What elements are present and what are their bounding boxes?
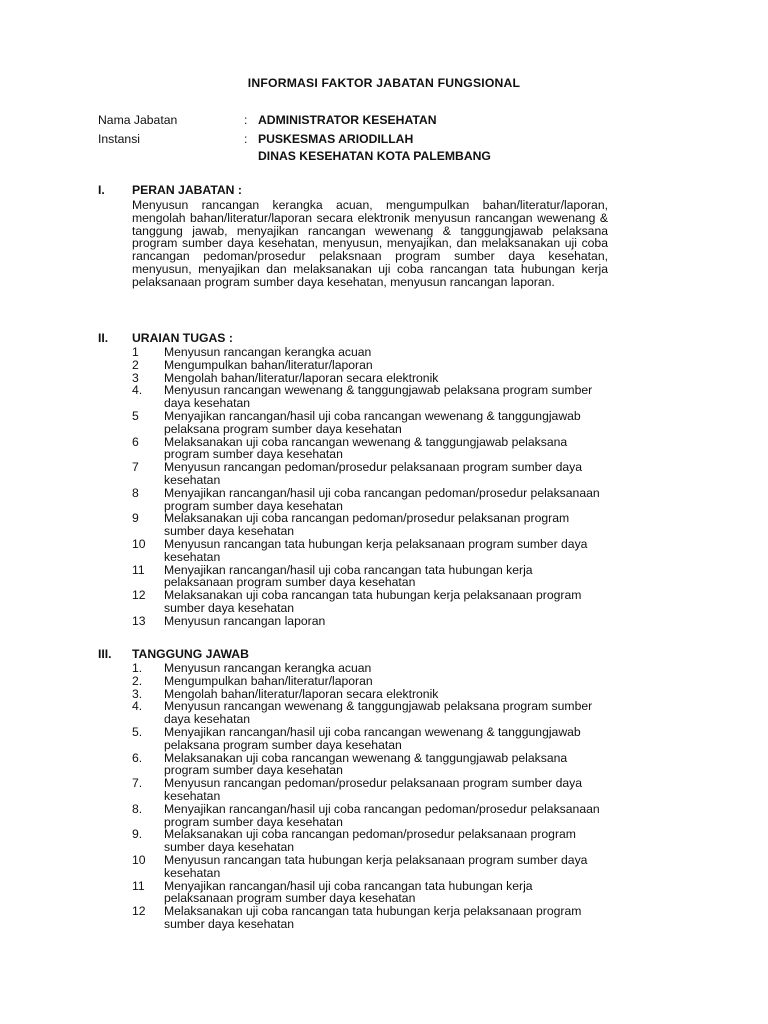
instansi-value-line-2: DINAS KESEHATAN KOTA PALEMBANG — [258, 148, 491, 163]
list-item — [98, 803, 610, 829]
list-item — [98, 675, 610, 688]
list-item-text: Mengumpulkan bahan/literatur/laporan — [164, 673, 373, 688]
list-item-text: Menyajikan rancangan/hasil uji coba rancangan wewenang & tanggungjawab pelaksana program sumber daya kesehatan — [164, 408, 581, 436]
list-item-number: 4. — [132, 699, 143, 714]
list-item — [98, 726, 610, 752]
colon-separator: : — [244, 113, 248, 127]
colon-separator: : — [244, 132, 248, 146]
list-item-number: 7 — [132, 460, 139, 475]
list-item-text: Melaksanakan uji coba rancangan wewenang & tanggungjawab pelaksana program sumber daya kesehatan — [164, 750, 568, 778]
list-item — [98, 461, 610, 487]
section-uraian-tugas — [98, 330, 610, 628]
list-item-text: Mengolah bahan/literatur/laporan secara elektronik — [164, 370, 439, 385]
list-item-number: 2. — [132, 673, 143, 688]
list-item-number: 7. — [132, 776, 143, 791]
list-item-text: Melaksanakan uji coba rancangan pedoman/prosedur pelaksanan program sumber daya kesehatan — [164, 511, 570, 539]
list-item-text: Menyajikan rancangan/hasil uji coba rancangan pedoman/prosedur pelaksanaan program sumber daya kesehatan — [164, 801, 600, 829]
list-item-number: 3 — [132, 370, 139, 385]
section-number: II. — [98, 331, 109, 345]
list-item-text: Menyajikan rancangan/hasil uji coba rancangan pedoman/prosedur pelaksanaan program sumber daya kesehatan — [164, 485, 600, 513]
list-item-number: 9. — [132, 827, 143, 842]
list-item-number: 12 — [132, 588, 146, 603]
list-item-number: 5. — [132, 724, 143, 739]
section-number: III. — [98, 647, 112, 661]
section-title: URAIAN TUGAS : — [132, 331, 233, 345]
list-item-text: Menyusun rancangan laporan — [164, 613, 326, 628]
list-item-text: Melaksanakan uji coba rancangan tata hubungan kerja pelaksanaan program sumber daya kesehatan — [164, 904, 582, 931]
list-item — [98, 436, 610, 462]
list-item-text: Melaksanakan uji coba rancangan pedoman/prosedur pelaksanaan program sumber daya kesehatan — [164, 827, 576, 855]
list-item-number: 11 — [132, 878, 145, 893]
list-item-text: Menyajikan rancangan/hasil uji coba rancangan wewenang & tanggungjawab pelaksana program sumber daya kesehatan — [164, 724, 581, 752]
list-item — [98, 538, 610, 564]
list-item-text: Menyusun rancangan kerangka acuan — [164, 661, 372, 675]
list-item — [98, 615, 610, 628]
list-item — [98, 512, 610, 538]
list-item-number: 9 — [132, 511, 139, 526]
list-item-text: Menyusun rancangan tata hubungan kerja pelaksanaan program sumber daya kesehatan — [164, 852, 588, 880]
list-item-text: Mengolah bahan/literatur/laporan secara elektronik — [164, 686, 439, 701]
list-item — [98, 589, 610, 615]
list-item — [98, 752, 610, 778]
list-item — [98, 700, 610, 726]
peran-paragraph: Menyusun rancangan kerangka acuan, mengumpulkan bahan/literatur/laporan, mengolah bahan/literatur/laporan secara elektronik menyusun rancangan wewenang & tanggung jawab, menyajikan rancangan wewenang & tanggungjawab pelaksana program sumber daya kesehatan, menyusun, menyajikan, dan melaksanakan uji coba rancangan pedoman/prosedur pelaksnaan program sumber daya kesehatan, menyusun, menyajikan dan melaksanakan uji coba rancangan tata hubungan kerja pelaksanaan program sumber daya kesehatan, menyusun rancangan laporan. — [132, 198, 608, 289]
list-item-number: 3. — [132, 686, 143, 701]
nama-jabatan-value: ADMINISTRATOR KESEHATAN — [258, 113, 437, 127]
list-item — [98, 384, 610, 410]
list-item-text: Menyajikan rancangan/hasil uji coba rancangan tata hubungan kerja pelaksanaan program sumber daya kesehatan — [164, 878, 533, 906]
list-item-number: 11 — [132, 562, 145, 577]
instansi-value-line-1: PUSKESMAS ARIODILLAH — [258, 132, 414, 146]
section-number: I. — [98, 183, 105, 197]
list-item — [98, 662, 610, 675]
uraian-list — [98, 346, 610, 628]
list-item-number: 10 — [132, 852, 146, 867]
list-item-text: Melaksanakan uji coba rancangan tata hubungan kerja pelaksanaan program sumber daya kesehatan — [164, 588, 582, 615]
section-heading — [98, 330, 610, 346]
list-item-text: Menyusun rancangan kerangka acuan — [164, 345, 372, 359]
list-item-number: 2 — [132, 357, 139, 372]
list-item-text: Menyajikan rancangan/hasil uji coba rancangan tata hubungan kerja pelaksanaan program sumber daya kesehatan — [164, 562, 533, 590]
list-item — [98, 880, 610, 906]
list-item-number: 6. — [132, 750, 143, 765]
nama-jabatan-label: Nama Jabatan — [98, 113, 178, 127]
list-item — [98, 905, 610, 931]
section-title: PERAN JABATAN : — [132, 183, 242, 197]
list-item — [98, 359, 610, 372]
list-item-number: 6 — [132, 434, 139, 449]
list-item — [98, 828, 610, 854]
section-heading — [98, 646, 610, 662]
list-item-text: Menyusun rancangan pedoman/prosedur pelaksanaan program sumber daya kesehatan — [164, 460, 583, 487]
list-item-number: 4. — [132, 383, 143, 398]
meta-nama-jabatan — [98, 112, 698, 128]
list-item-number: 8 — [132, 485, 139, 500]
list-item-text: Menyusun rancangan wewenang & tanggungjawab pelaksana program sumber daya kesehatan — [164, 383, 593, 411]
list-item-number: 1. — [132, 661, 143, 675]
list-item-text: Melaksanakan uji coba rancangan wewenang & tanggungjawab pelaksana program sumber daya kesehatan — [164, 434, 568, 462]
section-peran-jabatan — [98, 182, 610, 289]
list-item-number: 8. — [132, 801, 143, 816]
list-item — [98, 854, 610, 880]
document-title: INFORMASI FAKTOR JABATAN FUNGSIONAL — [247, 76, 521, 90]
list-item-text: Menyusun rancangan tata hubungan kerja pelaksanaan program sumber daya kesehatan — [164, 536, 588, 564]
list-item-number: 12 — [132, 904, 146, 919]
list-item — [98, 346, 610, 359]
section-tanggung-jawab — [98, 646, 610, 931]
list-item-number: 13 — [132, 613, 146, 628]
section-heading — [98, 182, 610, 198]
tanggung-list — [98, 662, 610, 931]
list-item-number: 10 — [132, 536, 146, 551]
list-item — [98, 564, 610, 590]
list-item-text: Menyusun rancangan wewenang & tanggungjawab pelaksana program sumber daya kesehatan — [164, 699, 593, 727]
list-item-number: 1 — [132, 345, 139, 359]
list-item — [98, 487, 610, 513]
list-item — [98, 410, 610, 436]
list-item-number: 5 — [132, 408, 139, 423]
meta-instansi — [98, 131, 698, 165]
list-item-text: Menyusun rancangan pedoman/prosedur pelaksanaan program sumber daya kesehatan — [164, 776, 583, 803]
list-item-text: Mengumpulkan bahan/literatur/laporan — [164, 357, 373, 372]
instansi-label: Instansi — [98, 132, 141, 146]
list-item — [98, 777, 610, 803]
section-title: TANGGUNG JAWAB — [132, 647, 249, 661]
